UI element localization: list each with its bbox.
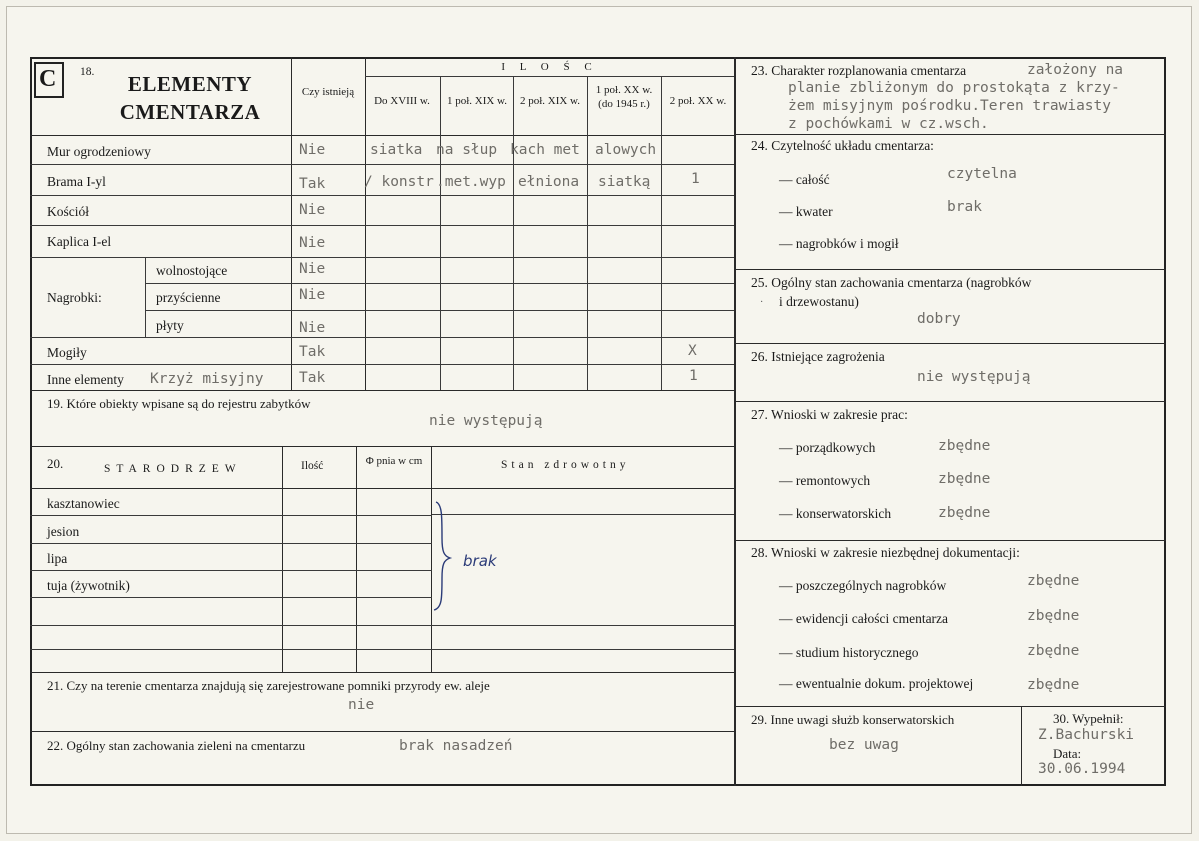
row-label-mur: Mur ogrodzeniowy [47,144,151,159]
s28-value-ewidencji: zbędne [1027,608,1080,624]
rule [30,731,734,732]
rule [282,446,283,672]
brama-detail-4: siatką [598,174,651,190]
s23-line1: założony na [1027,62,1124,78]
s25-value: dobry [917,311,961,327]
rule [30,625,432,626]
s27-value-konserwatorskich: zbędne [938,505,991,521]
rule [356,446,357,672]
s20-stan: Stan zdrowotny [501,459,630,471]
s24-kwater: — kwater [779,204,833,219]
brama-detail-2: .met.wyp [436,174,506,190]
rule [30,225,734,226]
s28-item-studium: — studium historycznego [779,645,919,660]
s26-value: nie występują [917,369,1031,385]
s22-label: 22. Ogólny stan zachowania zieleni na cmentarzu [47,738,306,753]
row-exists-inne: Tak [299,370,326,386]
rule [365,57,366,390]
s25-label-line1: 25. Ogólny stan zachowania cmentarza (nagrobków [751,275,1032,290]
rule [734,343,1166,344]
inne-value: Krzyż misyjny [150,371,264,387]
s20-number: 20. [47,456,64,471]
rule [30,446,734,447]
rule [291,57,292,390]
rule [513,76,514,390]
s27-item-porzadkowych: — porządkowych [779,440,876,455]
row-exists-mur: Nie [299,142,326,158]
s27-value-remontowych: zbędne [938,471,991,487]
ilosc-header: I L O Ś C [501,61,598,73]
rule [734,269,1166,270]
s27-item-konserwatorskich: — konserwatorskich [779,506,892,521]
rule [145,257,146,337]
rule [145,310,734,311]
mur-detail-3: kach met [510,142,580,158]
rule [145,283,734,284]
s23-line4: z pochówkami w cz.wsch. [788,116,989,132]
s19-label: 19. Które obiekty wpisane są do rejestru zabytków [47,396,311,411]
s29-label: 29. Inne uwagi służb konserwatorskich [751,712,955,727]
rule [1021,706,1022,786]
row-label-kaplica: Kaplica I-el [47,234,112,249]
rule [30,488,734,489]
s30-date-label: Data: [1053,746,1082,761]
s28-item-ewidencji: — ewidencji całości cmentarza [779,611,949,626]
tree-jesion: jesion [47,524,80,539]
rule [30,570,432,571]
row-label-przyscienne: przyścienne [156,290,221,305]
s24-calosc-value: czytelna [947,166,1017,182]
row-label-wolnostojace: wolnostojące [156,263,228,278]
inne-count: 1 [689,368,698,384]
rule [432,514,734,515]
mur-detail-2: na słup [436,142,498,158]
tree-kasztanowiec: kasztanowiec [47,496,120,511]
section-letter: C [39,66,57,92]
tree-lipa: lipa [47,551,68,566]
mur-detail-4: alowych [595,142,657,158]
rule [432,625,734,626]
mur-detail-1: siatka [370,142,423,158]
s28-item-nagrobkow: — poszczególnych nagrobków [779,578,947,593]
s28-value-studium: zbędne [1027,643,1080,659]
rule [30,337,734,338]
row-exists-mogily: Tak [299,344,326,360]
s24-label: 24. Czytelność układu cmentarza: [751,138,934,153]
s21-value: nie [348,697,375,713]
s29-value: bez uwag [829,737,899,753]
row-label-inne: Inne elementy [47,372,124,387]
s23-line2: planie zbliżonym do prostokąta z krzy- [788,80,1120,96]
row-exists-plyty: Nie [299,320,326,336]
tree-tuja: tuja (żywotnik) [47,578,130,593]
rule [30,135,734,136]
brama-detail-1: / konstr [364,174,434,190]
handwritten-brace [428,498,458,614]
stray-mark: · [760,297,764,308]
s26-label: 26. Istniejące zagrożenia [751,349,885,364]
s27-value-porzadkowych: zbędne [938,438,991,454]
s30-date: 30.06.1994 [1038,761,1126,777]
rule [30,195,734,196]
section-number: 18. [80,66,95,78]
s23-line3: żem misyjnym pośrodku.Teren trawiasty [788,98,1112,114]
s23-label: 23. Charakter rozplanowania cmentarza [751,63,967,78]
rule [365,76,734,77]
row-label-plyty: płyty [156,318,184,333]
row-exists-brama: Tak [299,176,326,192]
s20-title: STARODRZEW [104,463,242,475]
rule [30,257,734,258]
title-line1: ELEMENTY [127,72,253,96]
s28-label: 28. Wnioski w zakresie niezbędnej dokumentacji: [751,545,1020,560]
row-exists-przyscienne: Nie [299,287,326,303]
s24-nagrobkow: — nagrobków i mogił [779,236,899,251]
period-header-5: 2 poł. XX w. [669,95,727,107]
period-header-4: 1 poł. XX w. (do 1945 r.) [595,84,653,110]
row-label-nagrobki: Nagrobki: [47,290,102,305]
row-exists-wolnostojace: Nie [299,261,326,277]
s28-value-projektowej: zbędne [1027,677,1080,693]
rule [734,706,1166,707]
rule [734,401,1166,402]
rule [30,390,734,391]
rule [30,164,734,165]
s27-label: 27. Wnioski w zakresie prac: [751,407,908,422]
rule [661,76,662,390]
rule [30,515,432,516]
rule [30,543,432,544]
s30-label: 30. Wypełnił: [1053,711,1124,726]
rule [30,597,432,598]
rule [30,364,734,365]
s24-calosc: — całość [779,172,830,187]
period-header-2: 1 poł. XIX w. [446,95,508,107]
row-label-mogily: Mogiły [47,345,87,360]
rule [30,649,734,650]
mogily-mark: X [688,343,697,359]
s28-item-projektowej: — ewentualnie dokum. projektowej [779,676,974,691]
row-label-kosciol: Kościół [47,204,89,219]
s28-value-nagrobkow: zbędne [1027,573,1080,589]
s20-handwritten-value: brak [463,552,497,570]
rule [30,672,734,673]
row-label-brama: Brama I-yl [47,174,106,189]
title-line2: CMENTARZA [119,100,261,124]
col-exists-header: Czy istnieją [301,86,355,98]
row-exists-kaplica: Nie [299,235,326,251]
rule [734,134,1166,135]
s21-label: 21. Czy na terenie cmentarza znajdują się zarejestrowane pomniki przyrody ew. aleje [47,678,490,693]
s25-label-line2: i drzewostanu) [779,294,859,309]
s30-name: Z.Bachurski [1038,727,1135,743]
s20-pnia: Φ pnia w cm [365,455,423,467]
period-header-3: 2 poł. XIX w. [519,95,581,107]
s19-value: nie występują [429,413,543,429]
s24-kwater-value: brak [947,199,982,215]
brama-count: 1 [691,171,700,187]
brama-detail-3: ełniona [518,174,580,190]
center-divider [734,57,736,786]
s22-value: brak nasadzeń [399,738,513,754]
row-exists-kosciol: Nie [299,202,326,218]
s20-ilosc: Ilość [301,460,324,472]
rule [734,540,1166,541]
rule [440,76,441,390]
s27-item-remontowych: — remontowych [779,473,871,488]
period-header-1: Do XVIII w. [374,95,430,107]
rule [587,76,588,390]
